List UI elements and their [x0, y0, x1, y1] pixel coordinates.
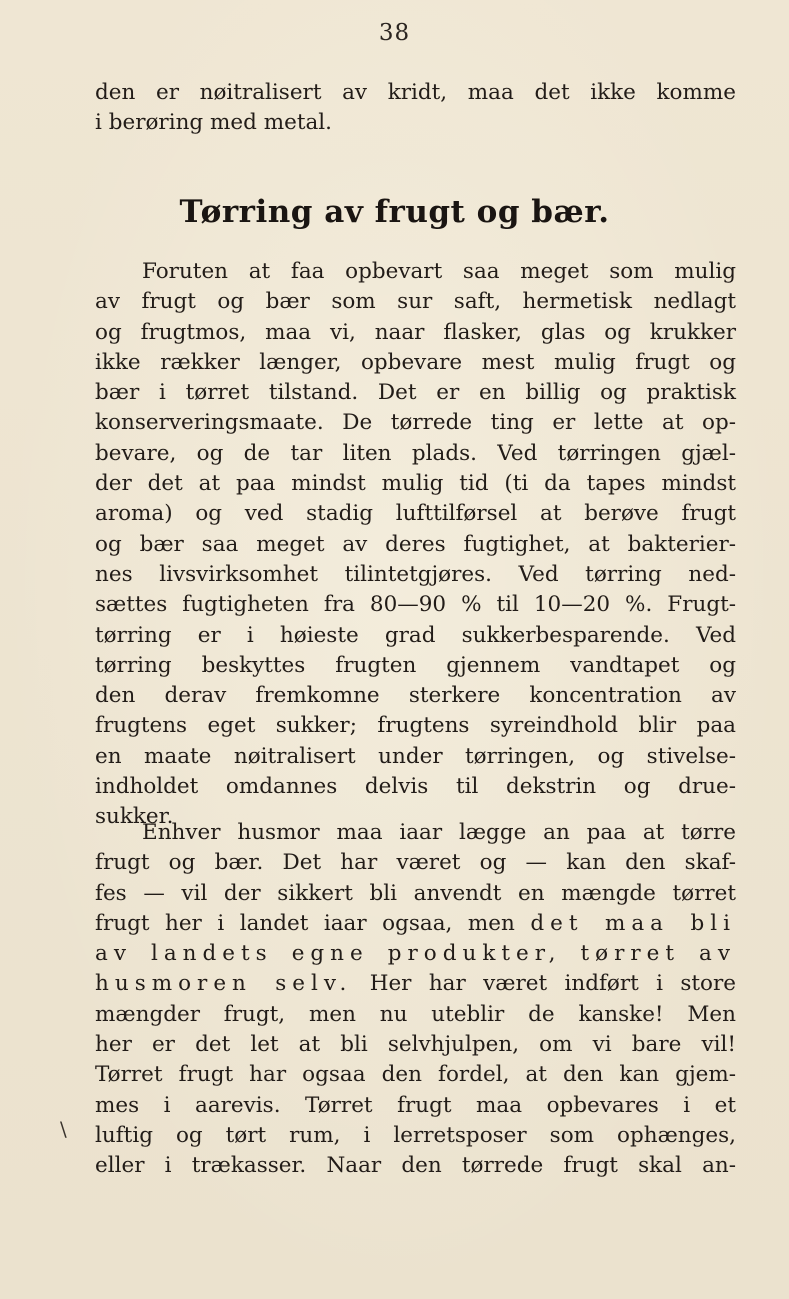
text-line: og frugtmos, maa vi, naar flasker, glas og krukker [95, 319, 736, 345]
text-line: tørring beskyttes frugten gjennem vandtapet og [95, 652, 736, 678]
text-line: i berøring med metal. [95, 110, 333, 136]
text-line: frugtens eget sukker; frugtens syreindhold blir paa [95, 713, 736, 739]
text-line: her er det let at bli selvhjulpen, om vi bare vil! [95, 1032, 736, 1058]
text-line: tørring er i høieste grad sukkerbesparende. Ved [95, 622, 736, 648]
text-line: luftig og tørt rum, i lerretsposer som ophænges, [95, 1122, 736, 1148]
text-line: nes livsvirksomhet tilintetgjøres. Ved tørring ned- [95, 561, 736, 587]
text-line: og bær saa meget av deres fugtighet, at bakterier- [95, 531, 736, 557]
text-line: eller i trækasser. Naar den tørrede frugt skal an- [95, 1153, 736, 1179]
margin-mark: \ [60, 1117, 67, 1141]
text-line: den derav fremkomne sterkere koncentration av [95, 683, 736, 709]
text-line: fes — vil der sikkert bli anvendt en mængde tørret [95, 880, 736, 906]
text-line: Tørret frugt har ogsaa den fordel, at den kan gjem- [95, 1062, 736, 1088]
section-heading: Tørring av frugt og bær. [179, 194, 610, 230]
text-fragment: frugt her i landet iaar ogsaa, men [95, 910, 515, 936]
text-line-mixed [95, 969, 736, 999]
emphasis-line: av landets egne produkter, tørret av [95, 941, 736, 967]
text-line: en maate nøitralisert under tørringen, og stivelse- [95, 743, 736, 769]
emphasis-text: husmoren selv. [95, 971, 353, 997]
paragraph-2 [95, 818, 736, 1182]
text-line: bevare, og de tar liten plads. Ved tørringen gjæl- [95, 440, 736, 466]
text-line: frugt og bær. Det har været og — kan den skaf- [95, 850, 736, 876]
text-line: ikke rækker længer, opbevare mest mulig frugt og [95, 349, 736, 375]
text-line: den er nøitralisert av kridt, maa det ikke komme [95, 80, 736, 105]
page-number: 38 [378, 20, 411, 46]
text-line: indholdet omdannes delvis til dekstrin og drue- [95, 774, 736, 800]
text-line: konserveringsmaate. De tørrede ting er lette at op- [95, 410, 736, 436]
text-line: mængder frugt, men nu uteblir de kanske! Men [95, 1001, 736, 1027]
text-line: Enhver husmor maa iaar lægge an paa at tørre [142, 820, 736, 845]
emphasis-text: det maa bli [530, 910, 736, 936]
intro-text [95, 78, 736, 139]
text-line: Foruten at faa opbevart saa meget som mulig [142, 259, 736, 284]
text-line-mixed [95, 909, 736, 939]
text-line: aroma) og ved stadig lufttilførsel at berøve frugt [95, 501, 736, 527]
text-line: bær i tørret tilstand. Det er en billig og praktisk [95, 380, 736, 406]
paragraph-1 [95, 257, 736, 833]
text-fragment: Her har været indført i store [369, 971, 736, 997]
text-line: av frugt og bær som sur saft, hermetisk nedlagt [95, 289, 736, 315]
text-line: mes i aarevis. Tørret frugt maa opbevares i et [95, 1092, 736, 1118]
text-line: sukker. [95, 804, 174, 830]
text-line: sættes fugtigheten fra 80—90 % til 10—20 %. Frugt- [95, 592, 736, 618]
text-line: der det at paa mindst mulig tid (ti da tapes mindst [95, 471, 736, 497]
